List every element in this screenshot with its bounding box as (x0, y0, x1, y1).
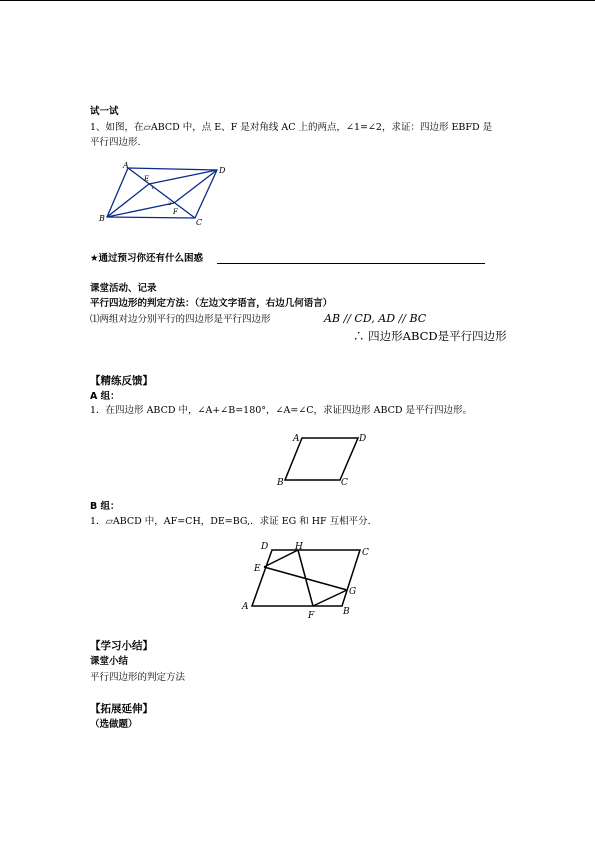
a-label-c: C (341, 478, 348, 488)
b-segment-fg (313, 590, 347, 606)
extension-heading: 【拓展延伸】 (90, 703, 153, 715)
b-problem: 1．▱ABCD 中，AF=CH，DE=BG,．求证 EG 和 HF 互相平分. (90, 516, 371, 527)
b-label-f: F (308, 611, 315, 621)
try-figure-parallelogram (95, 160, 245, 230)
try-heading: 试一试 (90, 106, 119, 117)
a-problem: 1．在四边形 ABCD 中，∠A+∠B=180°，∠A=∠C，求证四边形 ABCD 是平行四边形。 (90, 405, 473, 416)
rule1-math: AB // CD, AD // BC (324, 312, 427, 325)
label-c: C (196, 218, 203, 227)
try-problem-line2: 平行四边形. (90, 137, 141, 148)
a-label-a: A (293, 434, 300, 444)
practice-heading: 【精练反馈】 (90, 375, 153, 387)
b-label-g: G (349, 587, 357, 597)
rule1-conclusion: ∴ 四边形ABCD是平行四边形 (353, 329, 507, 343)
class-heading: 课堂活动、记录 (90, 283, 157, 294)
label-angle2: 2 (168, 201, 172, 207)
label-e: E (144, 175, 150, 183)
b-figure-parallelogram (240, 540, 370, 620)
preview-question: ★通过预习你还有什么困惑 (90, 253, 204, 264)
label-b: B (99, 214, 105, 223)
label-d: D (219, 166, 226, 175)
page-top-border (0, 0, 595, 1)
a-abcd-outline (285, 438, 358, 480)
b-label-c: C (362, 548, 369, 558)
extension-sub: （选做题） (90, 719, 138, 730)
group-b-label: B 组： (90, 501, 120, 512)
try-problem-line1: 1、如图，在▱ABCD 中，点 E、F 是对角线 AC 上的两点，∠1=∠2，求证：四边形 EBFD 是 (90, 122, 493, 133)
segment-bf (107, 203, 174, 217)
a-label-b: B (277, 478, 284, 488)
b-label-h: H (295, 542, 303, 552)
label-f: F (173, 208, 178, 216)
summary-text: 平行四边形的判定方法 (90, 672, 186, 683)
b-label-e: E (254, 564, 261, 574)
summary-heading: 【学习小结】 (90, 640, 153, 652)
b-label-b: B (343, 607, 350, 617)
rule1-text: ⑴两组对边分别平行的四边形是平行四边形 (90, 314, 271, 325)
summary-sub: 课堂小结 (90, 656, 129, 667)
label-angle1: 1 (151, 185, 155, 191)
segment-de (149, 170, 217, 184)
b-label-a: A (242, 602, 249, 612)
b-label-d: D (261, 542, 269, 552)
label-a: A (123, 161, 129, 170)
answer-underline (217, 263, 485, 264)
method-title: 平行四边形的判定方法：（左边文字语言，右边几何语言） (90, 298, 333, 309)
a-label-d: D (359, 434, 367, 444)
group-a-label: A 组： (90, 391, 120, 402)
a-figure-parallelogram (275, 430, 375, 492)
b-segment-hf (298, 550, 313, 606)
